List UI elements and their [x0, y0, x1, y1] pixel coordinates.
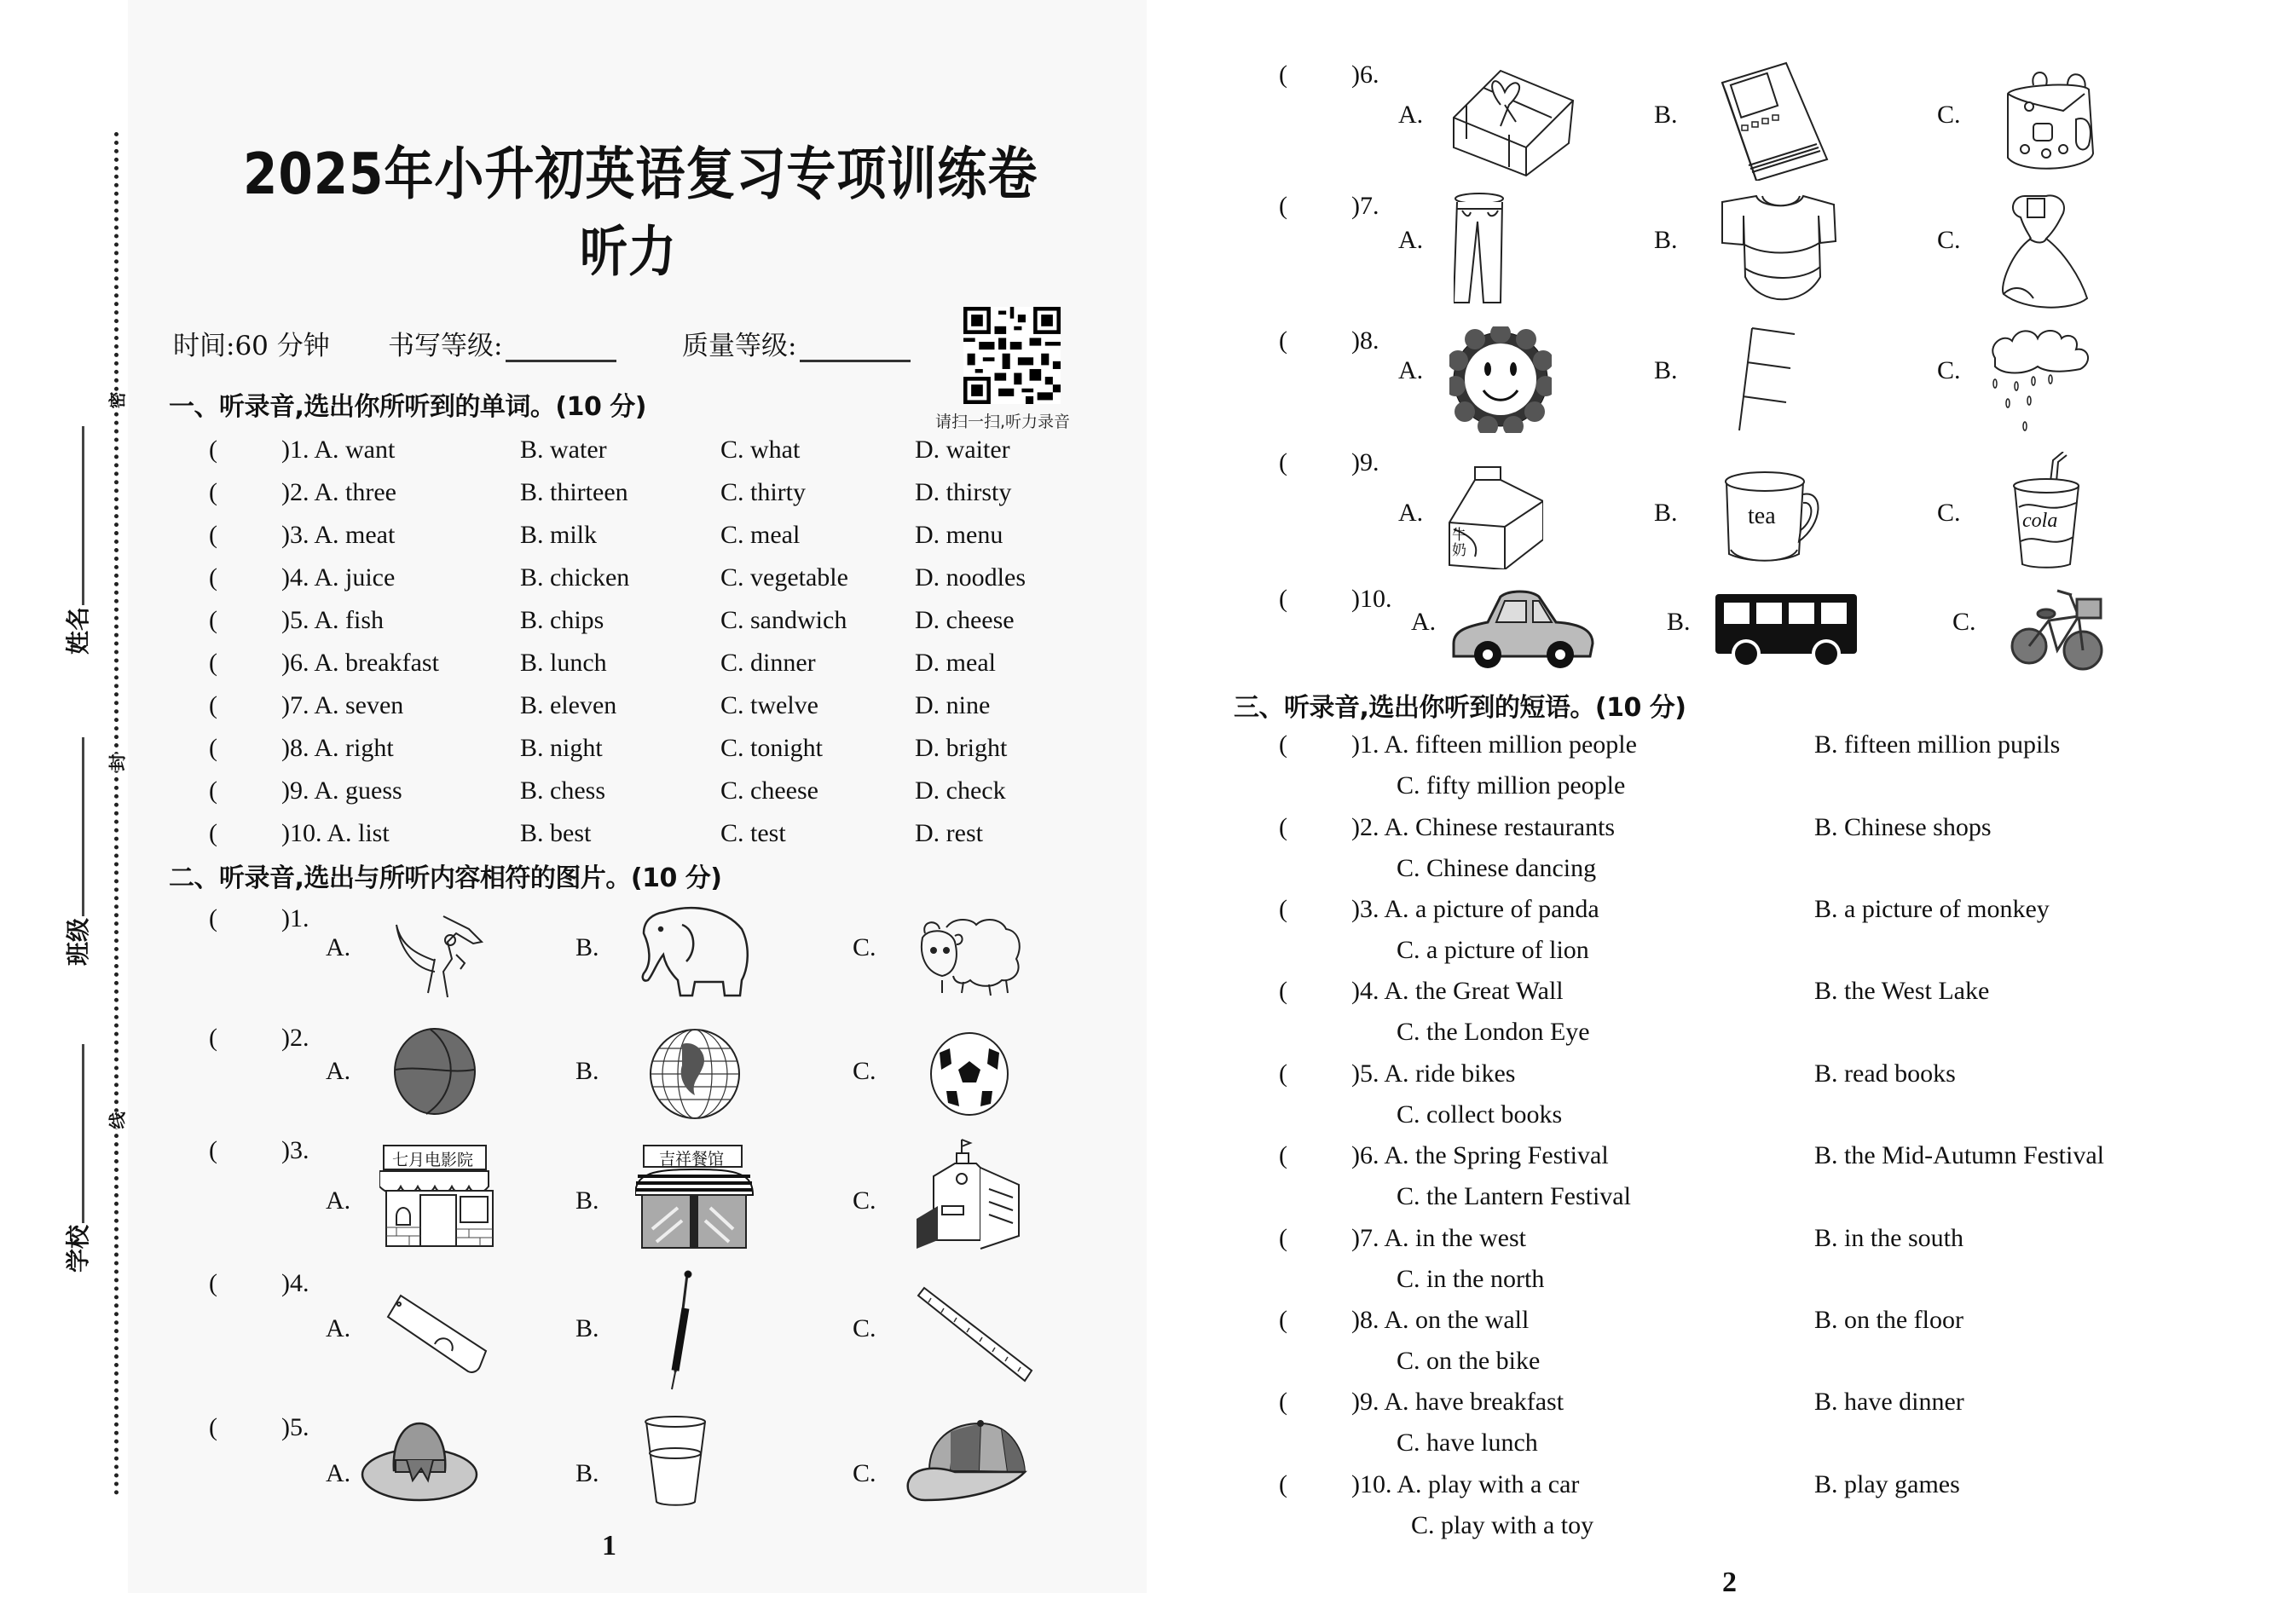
page-title: 2025年小升初英语复习专项训练卷: [243, 140, 1038, 208]
question-option-a: )3. A. meat: [281, 521, 396, 549]
question-option-d: D. cheese: [915, 606, 1015, 634]
seal-mark-feng: 封: [104, 754, 129, 771]
answer-blank[interactable]: (: [209, 904, 217, 932]
qr-caption: 请扫一扫,听力录音: [935, 413, 1071, 431]
seal-mark-xian: 线: [104, 1112, 129, 1129]
question-number: )1.: [281, 904, 309, 932]
bus-icon[interactable]: [1714, 592, 1859, 669]
question-option-c: C. dinner: [720, 649, 816, 677]
basketball-icon[interactable]: [392, 1027, 477, 1117]
answer-blank[interactable]: (: [209, 734, 217, 762]
phrase-option-b: B. play games: [1814, 1470, 1960, 1498]
question-option-c: C. what: [720, 436, 801, 464]
question-number: )8.: [1351, 326, 1379, 355]
answer-blank[interactable]: (: [1279, 977, 1287, 1005]
phrase-option-a: )3. A. a picture of panda: [1351, 895, 1599, 923]
question-option-c: C. twelve: [720, 691, 818, 719]
question-option-d: D. noodles: [915, 563, 1026, 592]
question-option-a: )5. A. fish: [281, 606, 384, 634]
cola-cup-icon[interactable]: [2012, 452, 2085, 571]
option-a-label: A.: [326, 1314, 351, 1342]
question-option-a: )2. A. three: [281, 478, 396, 506]
option-c-label: C.: [1937, 226, 1961, 254]
question-option-c: C. vegetable: [720, 563, 848, 592]
name-field-line[interactable]: [82, 426, 84, 605]
option-a-label: A.: [1398, 356, 1424, 384]
page-number-2: 2: [1722, 1567, 1737, 1598]
writing-grade-blank[interactable]: [506, 336, 616, 362]
question-number: )3.: [281, 1136, 309, 1164]
answer-blank[interactable]: (: [209, 1269, 217, 1297]
phrase-option-c: C. Chinese dancing: [1397, 854, 1597, 882]
question-option-b: B. chess: [520, 776, 605, 805]
gift-icon[interactable]: [1449, 66, 1577, 177]
restaurant-icon[interactable]: [635, 1144, 755, 1249]
answer-blank[interactable]: (: [209, 478, 217, 506]
windy-icon[interactable]: [1735, 324, 1803, 435]
globe-icon[interactable]: [648, 1027, 742, 1121]
option-c-label: C.: [1937, 499, 1961, 527]
phrase-option-b: B. Chinese shops: [1814, 813, 1992, 841]
option-c-label: C.: [1937, 356, 1961, 384]
question-option-a: )1. A. want: [281, 436, 396, 464]
question-option-c: C. sandwich: [720, 606, 847, 634]
cap-icon[interactable]: [904, 1419, 1032, 1504]
phrase-option-c: C. play with a toy: [1411, 1511, 1594, 1539]
cola-label: cola: [2022, 510, 2058, 532]
question-option-b: B. night: [520, 734, 603, 762]
option-a-label: A.: [326, 1186, 351, 1215]
hospital-icon[interactable]: [912, 1138, 1032, 1253]
tshirt-icon[interactable]: [1718, 192, 1837, 303]
phrase-option-a: )10. A. play with a car: [1351, 1470, 1580, 1498]
writing-grade: [388, 324, 616, 362]
restaurant-sign: 吉祥餐馆: [659, 1150, 725, 1169]
question-number: )2.: [281, 1024, 309, 1052]
book-icon[interactable]: [1718, 61, 1829, 181]
phrase-option-b: B. fifteen million pupils: [1814, 730, 2061, 759]
phrase-option-c: C. the London Eye: [1397, 1018, 1590, 1046]
option-b-label: B.: [1654, 499, 1678, 527]
answer-blank[interactable]: (: [1279, 585, 1287, 613]
bike-icon[interactable]: [2010, 586, 2104, 676]
seal-mark-mi: 密: [104, 392, 129, 409]
question-option-c: C. meal: [720, 521, 801, 549]
ruler-icon[interactable]: [914, 1285, 1033, 1383]
question-option-d: D. meal: [915, 649, 996, 677]
option-a-label: A.: [326, 1459, 351, 1487]
quality-grade-blank[interactable]: [800, 336, 911, 362]
option-a-label: A.: [1398, 499, 1424, 527]
answer-blank[interactable]: (: [209, 649, 217, 677]
answer-blank[interactable]: (: [1279, 730, 1287, 759]
phrase-option-c: C. have lunch: [1397, 1429, 1538, 1457]
question-number: )5.: [281, 1413, 309, 1441]
question-number: )9.: [1351, 448, 1379, 476]
answer-blank[interactable]: (: [209, 606, 217, 634]
quality-grade-label: 质量等级:: [682, 331, 797, 361]
question-number: )10.: [1351, 585, 1392, 613]
phrase-option-a: )6. A. the Spring Festival: [1351, 1141, 1609, 1169]
glass-icon[interactable]: [644, 1415, 708, 1509]
question-option-a: )4. A. juice: [281, 563, 396, 592]
question-option-a: )10. A. list: [281, 819, 390, 847]
section3-heading: 三、听录音,选出你听到的短语。(10 分): [1234, 693, 1686, 723]
school-field-label: 学校: [64, 1224, 93, 1273]
phrase-option-b: B. have dinner: [1814, 1388, 1964, 1416]
page-number-1: 1: [602, 1530, 616, 1561]
phrase-option-c: C. fifty million people: [1397, 771, 1626, 800]
phrase-option-a: )1. A. fifteen million people: [1351, 730, 1637, 759]
phrase-option-b: B. in the south: [1814, 1224, 1964, 1252]
question-option-d: D. thirsty: [915, 478, 1012, 506]
sunny-icon[interactable]: [1449, 326, 1552, 433]
phrase-option-c: C. in the north: [1397, 1265, 1545, 1293]
phrase-option-c: C. a picture of lion: [1397, 936, 1589, 964]
elephant-icon[interactable]: [631, 903, 759, 1002]
section2-heading: 二、听录音,选出与所听内容相符的图片。(10 分): [169, 863, 722, 893]
question-option-c: C. cheese: [720, 776, 818, 805]
phrase-option-a: )2. A. Chinese restaurants: [1351, 813, 1616, 841]
school-field-line[interactable]: [82, 1044, 84, 1223]
question-option-b: B. thirteen: [520, 478, 628, 506]
question-option-b: B. chips: [520, 606, 604, 634]
dress-icon[interactable]: [1987, 192, 2093, 311]
answer-blank[interactable]: (: [209, 563, 217, 592]
option-c-label: C.: [853, 933, 876, 961]
question-option-d: D. waiter: [915, 436, 1010, 464]
page-subtitle: 听力: [580, 220, 677, 285]
question-option-a: )9. A. guess: [281, 776, 402, 805]
answer-blank[interactable]: (: [1279, 326, 1287, 355]
question-option-a: )7. A. seven: [281, 691, 404, 719]
question-option-b: B. milk: [520, 521, 598, 549]
time-limit: 时间:60 分钟: [173, 331, 330, 361]
dotted-seal-line: [114, 132, 119, 1496]
option-a-label: A.: [326, 1057, 351, 1085]
pen-icon[interactable]: [656, 1270, 699, 1394]
answer-blank[interactable]: (: [1279, 1470, 1287, 1498]
question-option-d: D. rest: [915, 819, 983, 847]
answer-blank[interactable]: (: [1279, 1306, 1287, 1334]
question-option-d: D. nine: [915, 691, 991, 719]
answer-blank[interactable]: (: [1279, 1224, 1287, 1252]
tea-label: tea: [1748, 503, 1776, 529]
milk-carton-icon[interactable]: [1445, 463, 1543, 569]
question-option-a: )6. A. breakfast: [281, 649, 439, 677]
option-c-label: C.: [853, 1459, 876, 1487]
cinema-icon[interactable]: [379, 1144, 494, 1249]
quality-grade: [682, 324, 911, 362]
answer-blank[interactable]: (: [209, 776, 217, 805]
eraser-icon[interactable]: [379, 1291, 490, 1377]
option-b-label: B.: [575, 1186, 599, 1215]
question-number: )4.: [281, 1269, 309, 1297]
phrase-option-a: )5. A. ride bikes: [1351, 1059, 1516, 1088]
question-option-b: B. eleven: [520, 691, 617, 719]
answer-blank[interactable]: (: [209, 691, 217, 719]
answer-blank[interactable]: (: [1279, 61, 1287, 89]
answer-blank[interactable]: (: [209, 1413, 217, 1441]
option-c-label: C.: [1937, 101, 1961, 129]
phrase-option-a: )7. A. in the west: [1351, 1224, 1526, 1252]
cinema-sign: 七月电影院: [392, 1151, 474, 1169]
writing-grade-label: 书写等级:: [388, 331, 503, 361]
phrase-option-b: B. a picture of monkey: [1814, 895, 2050, 923]
option-c-label: C.: [853, 1057, 876, 1085]
question-option-c: C. tonight: [720, 734, 824, 762]
football-icon[interactable]: [929, 1031, 1010, 1117]
option-c-label: C.: [853, 1314, 876, 1342]
option-c-label: C.: [1952, 608, 1976, 636]
option-a-label: A.: [1411, 608, 1437, 636]
question-option-d: D. menu: [915, 521, 1003, 549]
phrase-option-c: C. collect books: [1397, 1100, 1563, 1129]
answer-blank[interactable]: (: [1279, 192, 1287, 220]
phrase-option-a: )9. A. have breakfast: [1351, 1388, 1564, 1416]
question-option-d: D. bright: [915, 734, 1008, 762]
car-icon[interactable]: [1449, 588, 1599, 669]
tea-cup-icon[interactable]: [1722, 469, 1825, 567]
option-b-label: B.: [575, 1459, 599, 1487]
answer-blank[interactable]: (: [209, 436, 217, 464]
option-b-label: B.: [1654, 101, 1678, 129]
phrase-option-c: C. on the bike: [1397, 1347, 1541, 1375]
option-b-label: B.: [575, 1057, 599, 1085]
kangaroo-icon[interactable]: [375, 908, 494, 1006]
option-b-label: B.: [1667, 608, 1691, 636]
class-field-label: 班级: [64, 917, 93, 967]
question-option-b: B. water: [520, 436, 607, 464]
answer-blank[interactable]: (: [1279, 1388, 1287, 1416]
question-option-b: B. best: [520, 819, 592, 847]
question-option-b: B. chicken: [520, 563, 630, 592]
rainy-icon[interactable]: [1987, 328, 2114, 439]
question-option-c: C. thirty: [720, 478, 807, 506]
answer-blank[interactable]: (: [1279, 895, 1287, 923]
question-option-c: C. test: [720, 819, 786, 847]
answer-blank[interactable]: (: [209, 521, 217, 549]
phrase-option-b: B. on the floor: [1814, 1306, 1963, 1334]
option-b-label: B.: [575, 1314, 599, 1342]
option-b-label: B.: [1654, 226, 1678, 254]
phrase-option-a: )8. A. on the wall: [1351, 1306, 1530, 1334]
answer-blank[interactable]: (: [209, 1136, 217, 1164]
option-a-label: A.: [1398, 226, 1424, 254]
question-number: )6.: [1351, 61, 1379, 89]
sheep-icon[interactable]: [912, 912, 1027, 997]
class-field-line[interactable]: [82, 737, 84, 916]
option-b-label: B.: [1654, 356, 1678, 384]
qr-code-icon[interactable]: [963, 307, 1061, 404]
option-a-label: A.: [326, 933, 351, 961]
answer-blank[interactable]: (: [209, 819, 217, 847]
question-number: )7.: [1351, 192, 1379, 220]
option-b-label: B.: [575, 933, 599, 961]
question-option-b: B. lunch: [520, 649, 607, 677]
phrase-option-b: B. the Mid-Autumn Festival: [1814, 1141, 2104, 1169]
answer-blank[interactable]: (: [1279, 813, 1287, 841]
answer-blank[interactable]: (: [1279, 1059, 1287, 1088]
question-option-d: D. check: [915, 776, 1006, 805]
phrase-option-b: B. the West Lake: [1814, 977, 1990, 1005]
milk-label: 牛奶: [1452, 527, 1466, 559]
section1-heading: 一、听录音,选出你所听到的单词。(10 分): [169, 392, 647, 422]
phrase-option-b: B. read books: [1814, 1059, 1956, 1088]
name-field-label: 姓名: [64, 606, 93, 655]
phrase-option-c: C. the Lantern Festival: [1397, 1182, 1631, 1210]
answer-blank[interactable]: (: [209, 1024, 217, 1052]
answer-blank[interactable]: (: [1279, 448, 1287, 476]
question-option-a: )8. A. right: [281, 734, 394, 762]
option-c-label: C.: [853, 1186, 876, 1215]
phrase-option-a: )4. A. the Great Wall: [1351, 977, 1564, 1005]
pants-icon[interactable]: [1454, 192, 1505, 307]
schoolbag-icon[interactable]: [1995, 68, 2106, 175]
answer-blank[interactable]: (: [1279, 1141, 1287, 1169]
option-a-label: A.: [1398, 101, 1424, 129]
hat-icon[interactable]: [360, 1419, 479, 1504]
